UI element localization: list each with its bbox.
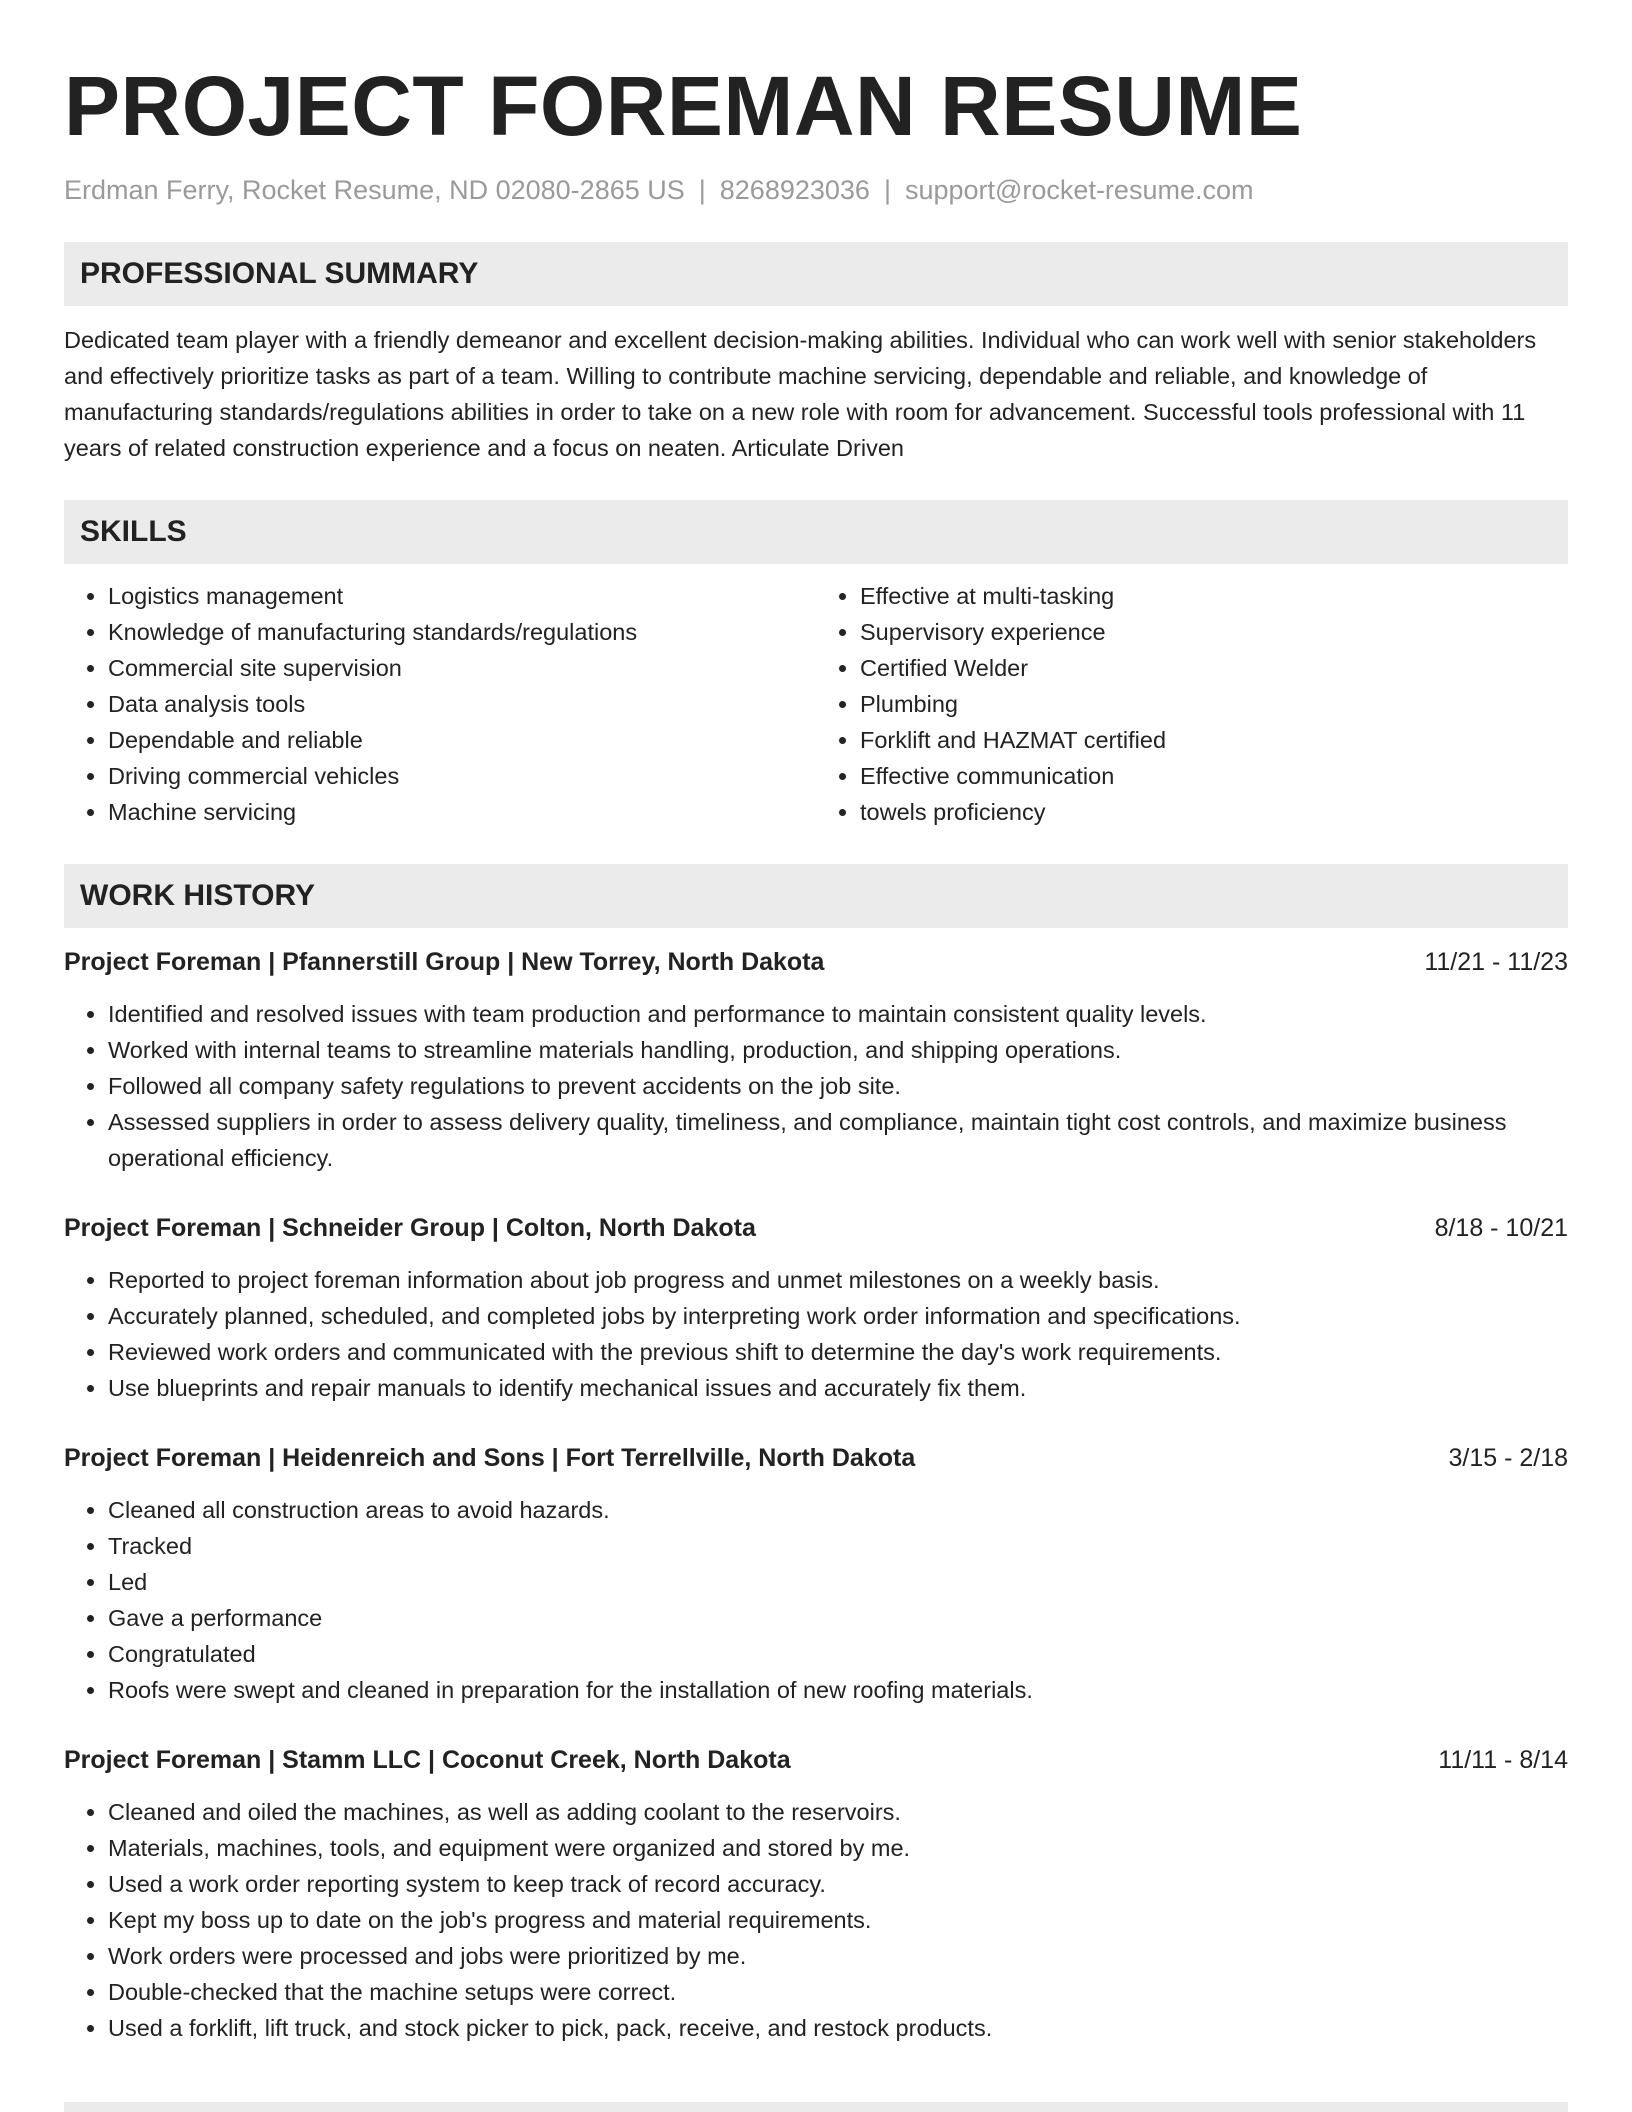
job-bullet: • Roofs were swept and cleaned in preparation for the installation of new roofing materials. [108, 1672, 1568, 1708]
job-bullet: • Assessed suppliers in order to assess delivery quality, timeliness, and compliance, maintain tight cost controls, and maximize business operational efficiency. [108, 1104, 1568, 1176]
job-bullet: • Cleaned all construction areas to avoid hazards. [108, 1492, 1568, 1528]
skills-list [64, 578, 1568, 830]
contact-email: support@rocket-resume.com [904, 175, 1254, 205]
skill-item: • Machine servicing [108, 794, 816, 830]
job-bullet: • Accurately planned, scheduled, and completed jobs by interpreting work order information and specifications. [108, 1298, 1568, 1334]
skill-item: • Effective at multi-tasking [860, 578, 1568, 614]
job-bullets [64, 1492, 1568, 1708]
skills-column-left [64, 578, 816, 830]
job-dates: 11/11 - 8/14 [1438, 1746, 1568, 1774]
job-bullet: • Followed all company safety regulations to prevent accidents on the job site. [108, 1068, 1568, 1104]
job-entry [64, 1440, 1568, 1708]
job-bullet: • Work orders were processed and jobs were prioritized by me. [108, 1938, 1568, 1974]
job-title: Project Foreman | Stamm LLC | Coconut Creek, North Dakota [64, 1746, 791, 1774]
skill-item: • Effective communication [860, 758, 1568, 794]
job-entry [64, 1210, 1568, 1406]
job-bullet: • Use blueprints and repair manuals to identify mechanical issues and accurately fix them. [108, 1370, 1568, 1406]
job-title: Project Foreman | Heidenreich and Sons | Fort Terrellville, North Dakota [64, 1444, 916, 1472]
skill-item: • Data analysis tools [108, 686, 816, 722]
job-entry [64, 944, 1568, 1176]
summary-text: Dedicated team player with a friendly demeanor and excellent decision-making abilities. Individual who can work well with senior stakeholders and effectively prioritize tasks as part of a team. Willing to contribute machine servicing, dependable and reliable, and knowledge of manufacturing standards/regulations abilities in order to take on a new role with room for advancement. Successful tools professional with 11 years of related construction experience and a focus on neaten. Articulate Driven [64, 327, 1537, 461]
page-title: PROJECT FOREMAN RESUME [64, 59, 1303, 153]
job-dates: 11/21 - 11/23 [1424, 948, 1568, 976]
skill-item: • towels proficiency [860, 794, 1568, 830]
skill-item: • Supervisory experience [860, 614, 1568, 650]
job-bullet: • Materials, machines, tools, and equipment were organized and stored by me. [108, 1830, 1568, 1866]
section-divider [64, 2102, 1568, 2112]
skill-item: • Knowledge of manufacturing standards/regulations [108, 614, 816, 650]
skill-item: • Certified Welder [860, 650, 1568, 686]
contact-address: Erdman Ferry, Rocket Resume, ND 02080-2865 US [64, 175, 685, 205]
skill-item: • Forklift and HAZMAT certified [860, 722, 1568, 758]
summary-heading: PROFESSIONAL SUMMARY [64, 242, 1568, 306]
job-entry [64, 1742, 1568, 2046]
skills-column-right [816, 578, 1568, 830]
skill-item: • Dependable and reliable [108, 722, 816, 758]
job-bullet: • Led [108, 1564, 1568, 1600]
job-bullet: • Congratulated [108, 1636, 1568, 1672]
skill-item: • Logistics management [108, 578, 816, 614]
job-bullet: • Cleaned and oiled the machines, as well as adding coolant to the reservoirs. [108, 1794, 1568, 1830]
work-history-heading: WORK HISTORY [64, 864, 1568, 928]
job-dates: 3/15 - 2/18 [1448, 1444, 1568, 1472]
skill-item: • Driving commercial vehicles [108, 758, 816, 794]
job-bullet: • Identified and resolved issues with team production and performance to maintain consistent quality levels. [108, 996, 1568, 1032]
job-dates: 8/18 - 10/21 [1434, 1214, 1568, 1242]
contact-line [64, 172, 1568, 208]
job-bullet: • Reviewed work orders and communicated with the previous shift to determine the day's work requirements. [108, 1334, 1568, 1370]
job-bullet: • Reported to project foreman information about job progress and unmet milestones on a weekly basis. [108, 1262, 1568, 1298]
job-bullet: • Double-checked that the machine setups were correct. [108, 1974, 1568, 2010]
job-bullets [64, 1794, 1568, 2046]
job-bullet: • Kept my boss up to date on the job's progress and material requirements. [108, 1902, 1568, 1938]
job-bullet: • Worked with internal teams to streamline materials handling, production, and shipping operations. [108, 1032, 1568, 1068]
job-bullets [64, 1262, 1568, 1406]
contact-phone: 8268923036 [719, 175, 870, 205]
skills-heading: SKILLS [64, 500, 1568, 564]
job-bullet: • Used a work order reporting system to keep track of record accuracy. [108, 1866, 1568, 1902]
job-bullet: • Used a forklift, lift truck, and stock picker to pick, pack, receive, and restock products. [108, 2010, 1568, 2046]
skill-item: • Plumbing [860, 686, 1568, 722]
job-bullets [64, 996, 1568, 1176]
job-title: Project Foreman | Schneider Group | Colton, North Dakota [64, 1214, 756, 1242]
contact-separator: | [883, 175, 891, 205]
skill-item: • Commercial site supervision [108, 650, 816, 686]
job-bullet: • Gave a performance [108, 1600, 1568, 1636]
job-bullet: • Tracked [108, 1528, 1568, 1564]
job-title: Project Foreman | Pfannerstill Group | New Torrey, North Dakota [64, 948, 825, 976]
contact-separator: | [698, 175, 706, 205]
